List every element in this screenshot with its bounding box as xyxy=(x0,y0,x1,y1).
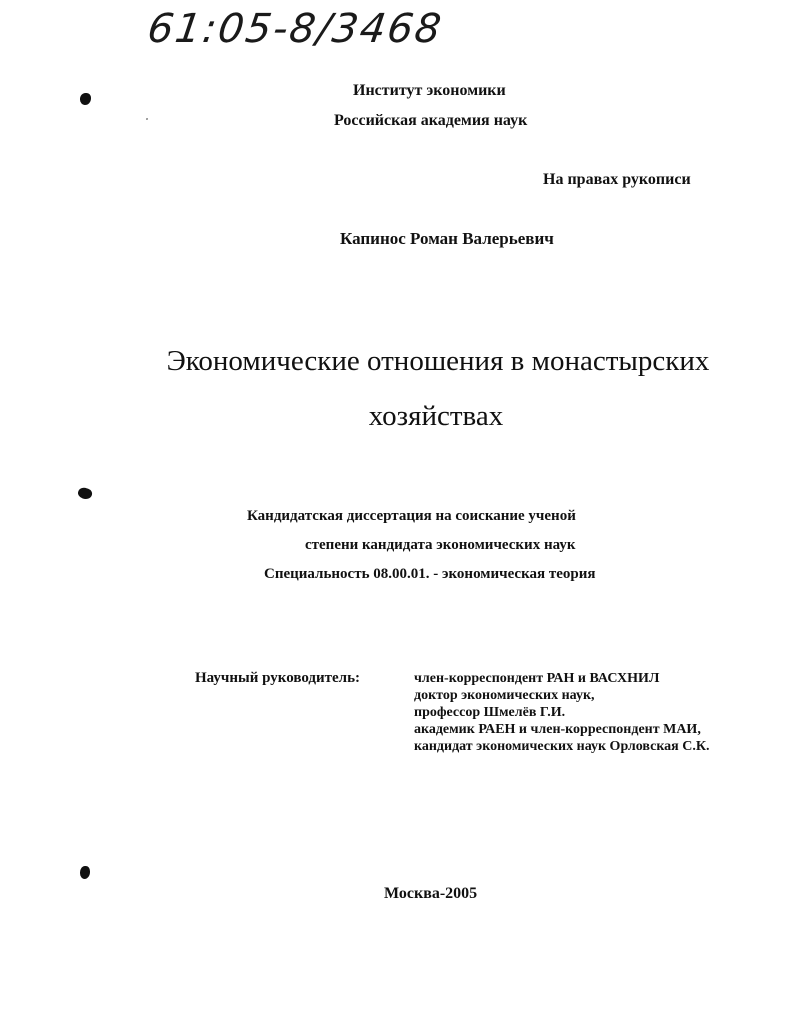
catalog-number-handwritten: 61:05-8/3468 xyxy=(144,6,446,52)
supervisor-line: доктор экономических наук, xyxy=(414,688,595,703)
supervisor-line: кандидат экономических наук Орловская С.К. xyxy=(414,739,710,754)
dissertation-description-line-1: Кандидатская диссертация на соискание ученой xyxy=(247,508,576,524)
supervisor-line: профессор Шмелёв Г.И. xyxy=(414,705,566,720)
scan-speck xyxy=(77,486,94,501)
specialty-line: Специальность 08.00.01. - экономическая теория xyxy=(264,566,596,582)
dissertation-description-line-2: степени кандидата экономических наук xyxy=(305,537,576,553)
thesis-title-line-2: хозяйствах xyxy=(368,400,504,432)
academy-name: Российская академия наук xyxy=(334,112,528,129)
scan-speck xyxy=(80,93,91,105)
institute-name: Институт экономики xyxy=(353,82,506,99)
city-year: Москва-2005 xyxy=(384,885,478,902)
author-name: Капинос Роман Валерьевич xyxy=(340,229,554,248)
supervisor-line: академик РАЕН и член-корреспондент МАИ, xyxy=(414,722,701,737)
supervisor-list xyxy=(414,670,710,755)
supervisor-line: член-корреспондент РАН и ВАСХНИЛ xyxy=(414,671,660,686)
thesis-title-line-1: Экономические отношения в монастырских xyxy=(166,345,710,377)
manuscript-note: На правах рукописи xyxy=(543,171,691,188)
scan-dot xyxy=(146,118,148,120)
scan-speck xyxy=(80,866,90,879)
supervisor-label: Научный руководитель: xyxy=(195,670,360,686)
